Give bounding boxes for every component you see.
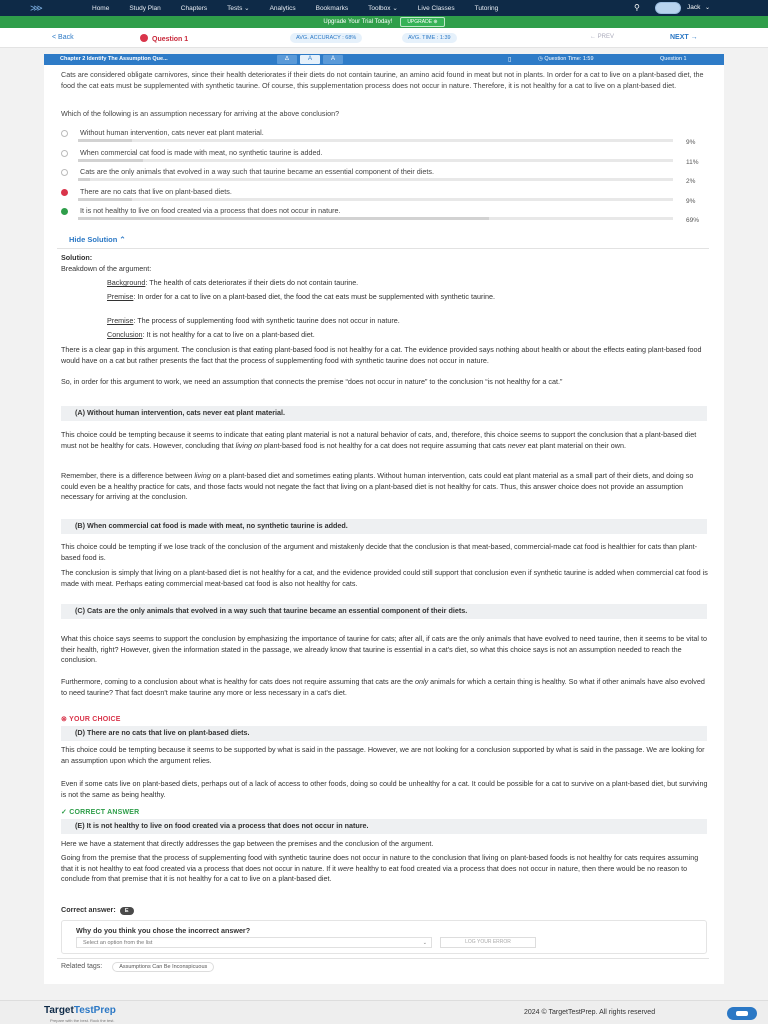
log-error-button[interactable]: LOG YOUR ERROR [440,937,536,948]
choice-d-heading: (D) There are no cats that live on plant-based diets. [61,726,707,741]
option-text: Cats are the only animals that evolved in a way such that taurine became an essential component of their diets. [80,167,434,176]
choice-b-heading: (B) When commercial cat food is made with meat, no synthetic taurine is added. [61,519,707,534]
incorrect-icon [140,34,148,42]
choice-b-paragraph-2: The conclusion is simply that living on a plant-based diet is not healthy for a cat, and the evidence provided could still support that conclusion even if synthetic taurine is added when commercial cat food is made with meat. Perhaps eating commercial meat-based cat food is also not healthy for cats. [61,568,708,588]
footer-logo: TargetTestPrep [44,1005,116,1016]
option-radio[interactable] [61,169,68,176]
gap-paragraph: There is a clear gap in this argument. The conclusion is that eating plant-based food is not healthy for a cat. The evidence provided says nothing about health or about the effects eating plant-based food would have on a cat but rather presents the fact that the process of supplementing food with synthetic taurine does not occur in nature. [61,345,702,365]
divider [57,958,709,959]
nav-menu [92,0,518,16]
nav-item-home[interactable]: Home [92,4,110,12]
hide-solution-toggle[interactable]: Hide Solution ⌃ [69,235,126,244]
related-tags-label: Related tags: [61,963,103,970]
error-log-question: Why do you think you chose the incorrect answer? [76,926,251,935]
option-percent: 9% [686,198,696,205]
question-bar [0,28,768,48]
tag-chip[interactable]: Assumptions Can Be Inconspicuous [112,962,214,972]
font-size-icon[interactable]: A [300,55,320,64]
content-header [44,54,724,65]
avg-time-badge: AVG. TIME : 1:39 [402,33,457,43]
choice-e-paragraph-2: Going from the premise that the process of supplementing food with synthetic taurine does not occur in nature to the conclusion that living on plant-based foods is not healthy for cats requires assuming that it is not healthy to eat food created via a process that does not occur in nature. If it were healthy to eat food created via a process that does not occur in nature, then there would be no reason to conclude from that premise that it is not healthy for a cat to live on a plant-based diet. [61,853,699,883]
question-timer: ◷ Question Time: 1:59 [538,56,594,62]
option-percent-fill [78,159,143,162]
option-text: There are no cats that live on plant-based diets. [80,187,232,196]
breakdown-label: Breakdown of the argument: [61,264,152,273]
nav-item-tests[interactable]: Tests ⌄ [227,5,250,12]
answer-option[interactable] [61,167,709,187]
option-percent-bar [78,198,673,201]
choice-a-paragraph-1: This choice could be tempting because it seems to indicate that eating plant material is not a natural behavior of cats, and, therefore, this choice seems to support the conclusion that a plant-based diet must not be healthy for cats. However, concluding that living on plant-based food is not healthy for a cat does not require assuming that cats never eat plant material on their own. [61,430,697,450]
upgrade-text: Upgrade Your Trial Today! [323,19,393,25]
choice-c-paragraph-1: What this choice says seems to support the conclusion by emphasizing the importance of taurine for cats; after all, if cats are the only animals that have evolved to need taurine, then it seems to be vital to their health, right? However, given the information stated in the passage, we already know that taurine is essential in a cat's diet, so what this choice says is not an assumption needed to reach the conclusion. [61,634,708,664]
chevron-down-icon: ⌄ [422,940,427,946]
related-tags [61,962,214,972]
user-name[interactable]: Jack [687,4,701,11]
so-paragraph: So, in order for this argument to work, we need an assumption that connects the premise “does not occur in nature” to the conclusion “is not healthy for a cat.” [61,377,563,386]
nav-item-live-classes[interactable]: Live Classes [417,4,455,12]
footer [0,1000,768,1024]
background-line: Background: The health of cats deteriorates if their diets do not contain taurine. [107,278,359,287]
nav-item-study-plan[interactable]: Study Plan [129,4,161,12]
solution-heading [61,253,709,264]
option-text: It is not healthy to live on food created via a process that does not occur in nature. [80,206,341,215]
premise-line-2: Premise: The process of supplementing food with synthetic taurine does not occur in nature. [107,316,400,325]
upgrade-banner [0,16,768,28]
option-percent-bar [78,178,673,181]
option-percent-fill [78,139,132,142]
text-size-icon[interactable]: ∆ [277,55,297,64]
nav-item-chapters[interactable]: Chapters [180,4,208,12]
option-percent-fill [78,178,90,181]
avg-accuracy-badge: AVG. ACCURACY : 68% [290,33,362,43]
correct-answer-line: Correct answer: E [61,905,134,915]
passage: Cats are considered obligate carnivores, since their health deteriorates if their diets do not contain taurine, an amino acid found in meat but not in plants. In order for a cat to live on a plant-based diet, the food the cat eats must be supplemented with synthetic taurine. Of course, this supplementation process does not occur in nature. Therefore, it is not healthy for a cat to live on a plant-based diet. [61,70,704,90]
conclusion-line: Conclusion: It is not healthy for a cat to live on a plant-based diet. [107,330,315,339]
question-number: Question 1 [660,56,687,62]
chevron-down-icon[interactable]: ⌄ [705,5,711,11]
next-button[interactable]: NEXT → [670,34,698,41]
choice-b-paragraph-1: This choice could be tempting if we lose track of the conclusion of the argument and mistakenly decide that the conclusion is that meat-based, commercial-made cat food is healthier for cats than plant-based food is. [61,542,698,562]
option-radio[interactable] [61,150,68,157]
option-percent: 9% [686,139,696,146]
answer-option[interactable] [61,128,709,148]
solution-title: Solution: [61,253,93,262]
divider [57,248,709,249]
question-title [140,34,188,43]
choice-a-heading: (A) Without human intervention, cats never eat plant material. [61,406,707,421]
option-percent-fill [78,198,132,201]
search-icon[interactable]: ⚲ [634,3,640,12]
option-percent-fill [78,217,489,220]
copyright: 2024 © TargetTestPrep. All rights reserved [524,1009,656,1016]
nav-item-toolbox[interactable]: Toolbox ⌄ [368,5,398,12]
bookmark-icon[interactable]: ▯ [508,57,512,63]
error-reason-select[interactable]: Select an option from the list ⌄ [76,937,432,948]
answer-option[interactable] [61,148,709,168]
nav-item-tutoring[interactable]: Tutoring [474,4,499,12]
option-radio[interactable] [61,208,68,215]
choice-a-paragraph-2: Remember, there is a difference between living on a plant-based diet and sometimes eating plants. Without human intervention, cats could eat plant material as a small part of their diets, and doing so could even be a healthy practice for cats, and those facts would not negate the fact that living on a plant-based diet is not healthy for cats. Thus, this answer choice does not provide an assumption necessary for arriving at the conclusion. [61,471,694,501]
top-nav [0,0,768,16]
chapter-title: Chapter 2 Identify The Assumption Que... [60,56,168,62]
choice-d-paragraph-2: Even if some cats live on plant-based diets, perhaps out of a lack of access to other foods, doing so could be unhealthy for a cat. It could be possible for a cat to survive on a plant-based diet, but surviving is not the same as being healthy. [61,779,708,799]
footer-tagline: Prepare with the best. Rock the test. [50,1018,115,1023]
question-stem: Which of the following is an assumption necessary for arriving at the above conclusion? [61,109,340,118]
correct-answer-badge: ✓ CORRECT ANSWER [61,809,140,816]
option-percent: 11% [686,159,699,166]
your-choice-badge: ⊗ YOUR CHOICE [61,716,121,723]
question-panel [44,54,724,984]
nav-item-analytics[interactable]: Analytics [269,4,296,12]
option-radio[interactable] [61,130,68,137]
choice-e-heading: (E) It is not healthy to live on food created via a process that does not occur in nature. [61,819,707,834]
prev-button[interactable]: ← PREV [590,34,615,40]
answer-option[interactable] [61,206,709,226]
correct-answer-letter: E [120,907,134,915]
option-percent-bar [78,159,673,162]
choice-c-heading: (C) Cats are the only animals that evolved in a way such that taurine became an essential component of their diets. [61,604,707,619]
option-percent: 2% [686,178,696,185]
option-text: When commercial cat food is made with meat, no synthetic taurine is added. [80,148,323,157]
option-text: Without human intervention, cats never eat plant material. [80,128,264,137]
answer-option[interactable] [61,187,709,207]
premise-line-1: Premise: In order for a cat to live on a plant-based diet, the food the cat eats must be supplemented with synthetic taurine. [107,292,495,301]
back-button[interactable]: < Back [52,34,74,41]
choice-d-paragraph-1: This choice could be tempting because it seems to be supported by what is said in the passage. However, we are not looking for a conclusion supported by what is said in the passage. We are looking for an assumption upon which the argument relies. [61,745,705,765]
font-size-large-icon[interactable]: A [323,55,343,64]
choice-c-paragraph-2: Furthermore, coming to a conclusion about what is healthy for cats does not require assuming that cats are the only animals for which a certain thing is healthy. So what if other animals have also evolved to need taurine? That fact doesn't make taurine any more or less necessary in a cat's diet. [61,677,705,697]
avatar[interactable] [655,2,681,14]
upgrade-button[interactable]: UPGRADE ⊕ [400,17,444,27]
option-percent: 69% [686,217,700,224]
error-log-panel [61,920,707,954]
choice-e-paragraph-1: Here we have a statement that directly addresses the gap between the premises and the conclusion of the argument. [61,839,434,848]
option-percent-bar [78,139,673,142]
question-title-text: Question 1 [152,36,189,43]
logo-icon[interactable]: ⋙ [30,3,43,13]
option-percent-bar [78,217,673,220]
option-radio[interactable] [61,189,68,196]
nav-item-bookmarks[interactable]: Bookmarks [315,4,349,12]
chat-icon[interactable] [727,1007,757,1020]
